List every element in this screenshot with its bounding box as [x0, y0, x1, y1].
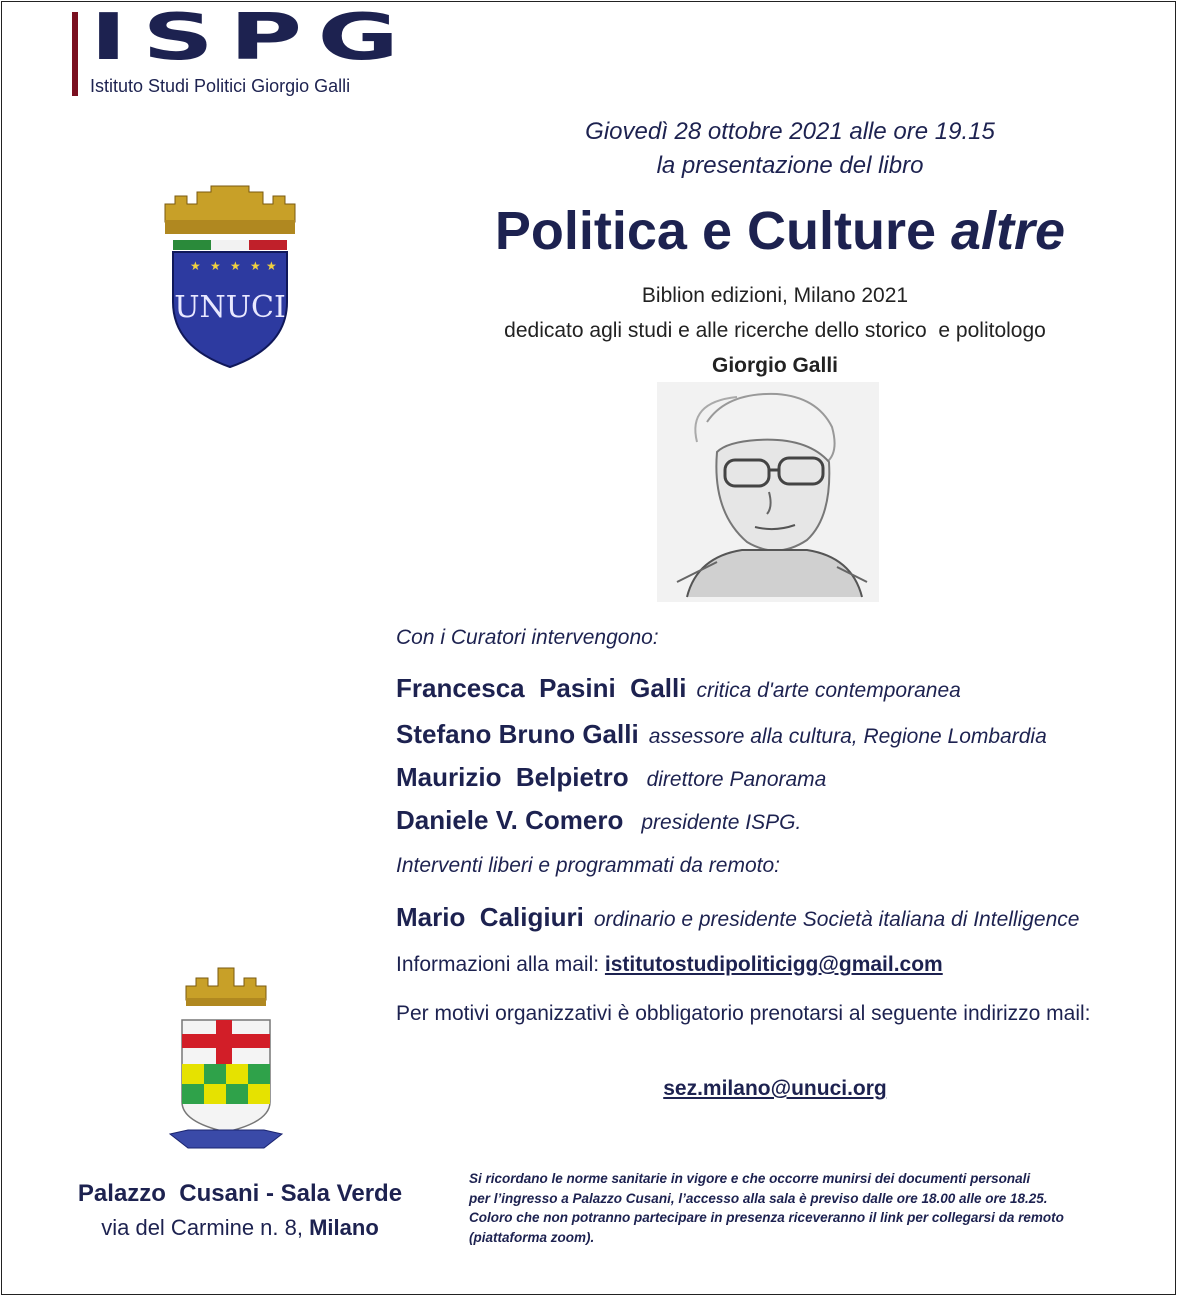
svg-text:★: ★	[210, 259, 221, 273]
speaker-row	[396, 762, 826, 793]
sanitary-notes	[469, 1169, 1159, 1247]
booking-email-link[interactable]: sez.milano@unuci.org	[663, 1077, 887, 1100]
unuci-crest-logo	[155, 182, 305, 370]
publisher: Biblion edizioni, Milano 2021	[641, 284, 909, 307]
remote-speaker-row	[396, 902, 1079, 933]
ispg-logo-bar	[72, 12, 78, 96]
ispg-logo-subtitle: Istituto Studi Politici Giorgio Galli	[90, 76, 351, 96]
speaker-row	[396, 719, 1047, 750]
info-label: Informazioni alla mail:	[396, 953, 605, 976]
speaker-name: Daniele V. Comero	[396, 805, 624, 835]
milano-crest-logo	[168, 962, 284, 1154]
event-date: Giovedì 28 ottobre 2021 alle ore 19.15	[585, 118, 995, 145]
honoree-name: Giorgio Galli	[711, 354, 838, 377]
svg-text:★: ★	[250, 259, 261, 273]
remote-speaker-role: ordinario e presidente Società italiana di Intelligence	[593, 908, 1080, 931]
speaker-role: presidente ISPG.	[641, 811, 802, 834]
speaker-row	[396, 673, 961, 704]
book-title	[400, 200, 1160, 262]
svg-text:★: ★	[266, 259, 277, 273]
info-email-link[interactable]: istitutostudipoliticigg@gmail.com	[604, 953, 943, 976]
dedication: dedicato agli studi e alle ricerche dello storico e politologo	[504, 319, 1046, 342]
note-line: Si ricordano le norme sanitarie in vigore e che occorre munirsi dei documenti personali	[469, 1171, 1031, 1186]
remote-speaker-name: Mario Caligiuri	[396, 902, 584, 932]
book-title-italic: altre	[951, 201, 1066, 261]
speaker-role: assessore alla cultura, Regione Lombardia	[648, 725, 1047, 748]
speaker-role: direttore Panorama	[646, 768, 827, 791]
note-line: (piattaforma zoom).	[469, 1229, 595, 1245]
speaker-row	[396, 805, 801, 836]
svg-text:★: ★	[190, 259, 201, 273]
venue-address	[40, 1215, 440, 1241]
speaker-name: Maurizio Belpietro	[396, 762, 629, 792]
note-line: Coloro che non potranno partecipare in presenza riceveranno il link per collegarsi da remoto	[469, 1210, 1064, 1225]
speaker-name: Stefano Bruno Galli	[396, 719, 639, 749]
speaker-role: critica d'arte contemporanea	[696, 679, 961, 702]
remote-intro: Interventi liberi e programmati da remoto:	[396, 854, 780, 877]
booking-text: Per motivi organizzativi è obbligatorio prenotarsi al seguente indirizzo mail:	[396, 1002, 1091, 1025]
speakers-intro: Con i Curatori intervengono:	[396, 626, 659, 649]
venue-city: Milano	[309, 1215, 379, 1240]
portrait-sketch-image	[657, 382, 879, 602]
venue-street: via del Carmine n. 8,	[101, 1215, 310, 1240]
event-intro: la presentazione del libro	[656, 152, 924, 179]
info-line	[396, 953, 943, 977]
unuci-crest-text: UNUCI	[174, 290, 286, 325]
booking-email-wrap	[560, 1077, 990, 1101]
speaker-name: Francesca Pasini Galli	[396, 673, 687, 703]
ispg-logo-letters: ISPG	[90, 1, 415, 75]
svg-text:★: ★	[230, 259, 241, 273]
note-line: per l’ingresso a Palazzo Cusani, l’accesso alla sala è previso dalle ore 18.00 alle ore 18.25.	[469, 1190, 1048, 1206]
book-title-main: Politica e Culture	[494, 201, 952, 261]
venue-name: Palazzo Cusani - Sala Verde	[77, 1180, 403, 1207]
